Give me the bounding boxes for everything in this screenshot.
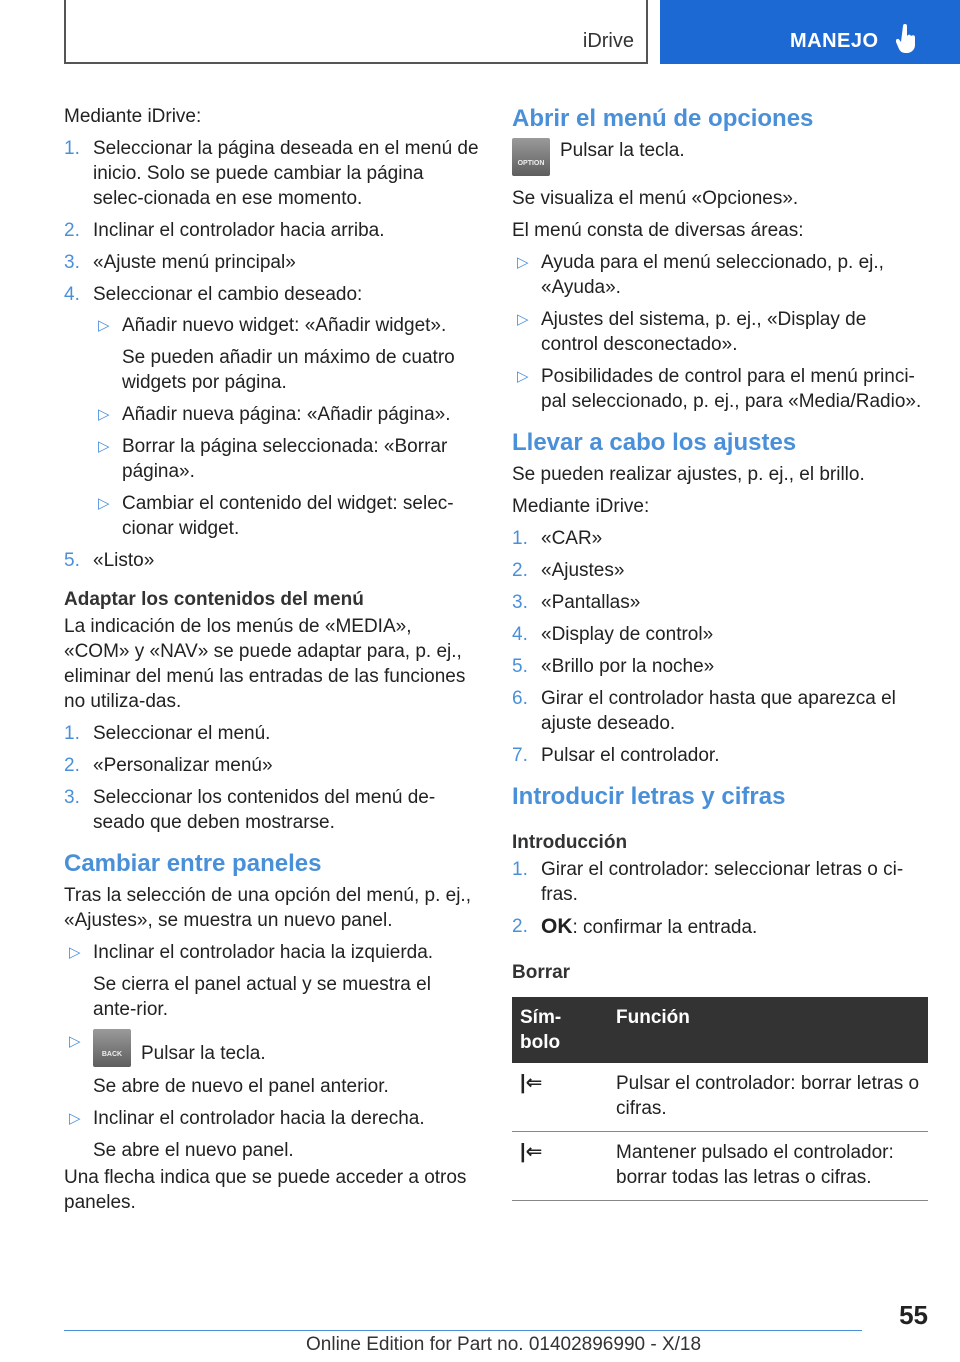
heading-paneles: Cambiar entre paneles xyxy=(64,850,322,877)
list-item: ▷ Inclinar el controlador hacia la derecha. Se abre el nuevo panel. xyxy=(69,1108,425,1161)
list-item: 1. «CAR» xyxy=(512,528,603,549)
list-item: 4. «Display de control» xyxy=(512,624,714,645)
delete-left-icon: |⇐ xyxy=(512,1132,608,1201)
list-item: ▷ Borrar la página seleccionada: «Borrar página». xyxy=(98,436,448,482)
triangle-bullet-icon: ▷ xyxy=(517,311,529,328)
list-item: 1. Girar el controlador: seleccionar letras o ci‐fras. xyxy=(512,859,904,905)
triangle-bullet-icon: ▷ xyxy=(98,317,110,334)
triangle-bullet-icon: ▷ xyxy=(98,406,110,423)
paragraph: Una flecha indica que se puede acceder a otros paneles. xyxy=(64,1167,467,1213)
list-item: ▷ Inclinar el controlador hacia la izquierda. Se cierra el panel actual y se muestra el ante‐rior. xyxy=(69,942,434,1020)
triangle-bullet-icon: ▷ xyxy=(69,1110,81,1127)
list-item: 6. Girar el controlador hasta que aparezca el ajuste deseado. xyxy=(512,688,896,734)
steps-list xyxy=(512,526,927,768)
list-item: ▷ Cambiar el contenido del widget: selec‐cionar widget. xyxy=(98,493,454,539)
list-item: 1. Seleccionar la página deseada en el menú de inicio. Solo se puede cambiar la página selec‐cionada en ese momento. xyxy=(64,138,479,209)
list-item: 5. «Brillo por la noche» xyxy=(512,656,715,677)
list-item: 1. Seleccionar el menú. xyxy=(64,723,271,744)
option-key-row: OPTION Pulsar la tecla. xyxy=(512,138,927,176)
list-item: ▷ Añadir nuevo widget: «Añadir widget». Se pueden añadir un máximo de cuatro widgets por página. xyxy=(98,315,455,393)
list-item: ▷ Añadir nueva página: «Añadir página». xyxy=(98,404,451,425)
ok-symbol-icon: OK xyxy=(541,915,573,938)
heading-introduccion: Introducción xyxy=(512,832,628,853)
table-row: |⇐ Pulsar el controlador: borrar letras o cifras. xyxy=(512,1063,928,1132)
footer-divider xyxy=(64,1330,862,1331)
right-column xyxy=(512,104,927,1201)
list-item: 7. Pulsar el controlador. xyxy=(512,745,720,766)
table-header: Función xyxy=(608,997,928,1063)
list-item: 4. Seleccionar el cambio deseado: ▷ Añadir nuevo widget: «Añadir widget». Se pueden añadir un máximo de cuatro widgets por página. ▷ Añadir nueva página: «Añadir página». ▷ Borrar la página seleccionada: «Borrar página». ▷ Cambiar el contenido del widget: selec‐cionar widget. xyxy=(64,282,479,541)
footer-edition: Online Edition for Part no. 01402896990 - X/18 xyxy=(306,1334,702,1355)
triangle-bullet-icon: ▷ xyxy=(517,368,529,385)
steps-list xyxy=(512,857,927,940)
symbol-table xyxy=(512,997,928,1201)
paragraph: Mediante iDrive: xyxy=(512,496,650,517)
list-item: 2. OK: confirmar la entrada. xyxy=(512,915,758,938)
header-product: iDrive xyxy=(582,30,634,52)
triangle-bullet-icon: ▷ xyxy=(69,1033,81,1050)
steps-list xyxy=(64,136,479,573)
triangle-bullet-icon: ▷ xyxy=(69,944,81,961)
list-item: 2. Inclinar el controlador hacia arriba. xyxy=(64,220,385,241)
page-number: 55 xyxy=(899,1300,928,1330)
option-key-icon: OPTION xyxy=(512,138,550,176)
heading-adaptar: Adaptar los contenidos del menú xyxy=(64,589,364,610)
list-item: 2. «Personalizar menú» xyxy=(64,755,273,776)
list-item: 3. Seleccionar los contenidos del menú de‐seado que deben mostrarse. xyxy=(64,787,436,833)
bullet-list xyxy=(64,940,479,1163)
paragraph: Se pueden realizar ajustes, p. ej., el brillo. xyxy=(512,464,865,485)
list-item: 3. «Pantallas» xyxy=(512,592,641,613)
paragraph: Se visualiza el menú «Opciones». xyxy=(512,188,799,209)
heading-letras: Introducir letras y cifras xyxy=(512,783,786,810)
list-item: ▷ Ayuda para el menú seleccionado, p. ej., «Ayuda». xyxy=(517,252,884,298)
list-item: ▷ BACK Pulsar la tecla. Se abre de nuevo el panel anterior. xyxy=(64,1029,479,1099)
triangle-bullet-icon: ▷ xyxy=(98,495,110,512)
hand-pointer-icon xyxy=(896,24,918,59)
list-item: 3. «Ajuste menú principal» xyxy=(64,252,296,273)
paragraph: La indicación de los menús de «MEDIA», «COM» y «NAV» se puede adaptar para, p. ej., eliminar del menú las entradas de las funciones no utiliza‐das. xyxy=(64,616,466,712)
header-left-box xyxy=(64,0,648,64)
list-item: 2. «Ajustes» xyxy=(512,560,625,581)
list-item: ▷ Posibilidades de control para el menú princi‐pal seleccionado, p. ej., para «Media/Radio». xyxy=(517,366,922,412)
table-row: |⇐ Mantener pulsado el controlador: borrar todas las letras o cifras. xyxy=(512,1132,928,1201)
paragraph: Tras la selección de una opción del menú, p. ej., «Ajustes», se muestra un nuevo panel. xyxy=(64,885,471,931)
triangle-bullet-icon: ▷ xyxy=(98,438,110,455)
heading-borrar: Borrar xyxy=(512,962,571,983)
intro-text: Mediante iDrive: xyxy=(64,106,202,127)
list-item: ▷ Ajustes del sistema, p. ej., «Display de control desconectado». xyxy=(517,309,867,355)
triangle-bullet-icon: ▷ xyxy=(517,254,529,271)
heading-ajustes: Llevar a cabo los ajustes xyxy=(512,429,797,456)
left-column xyxy=(64,104,479,1222)
bullet-list xyxy=(512,250,927,414)
paragraph: El menú consta de diversas áreas: xyxy=(512,220,804,241)
header-section-tab xyxy=(660,0,960,64)
steps-list xyxy=(64,721,479,835)
header-section-title: MANEJO xyxy=(790,30,879,52)
sub-bullets xyxy=(93,313,479,541)
table-header: Sím‐bolo xyxy=(512,997,608,1063)
list-item: 5. «Listo» xyxy=(64,550,155,571)
delete-left-icon: |⇐ xyxy=(512,1063,608,1132)
heading-opciones: Abrir el menú de opciones xyxy=(512,105,814,132)
back-key-icon: BACK xyxy=(93,1029,131,1067)
